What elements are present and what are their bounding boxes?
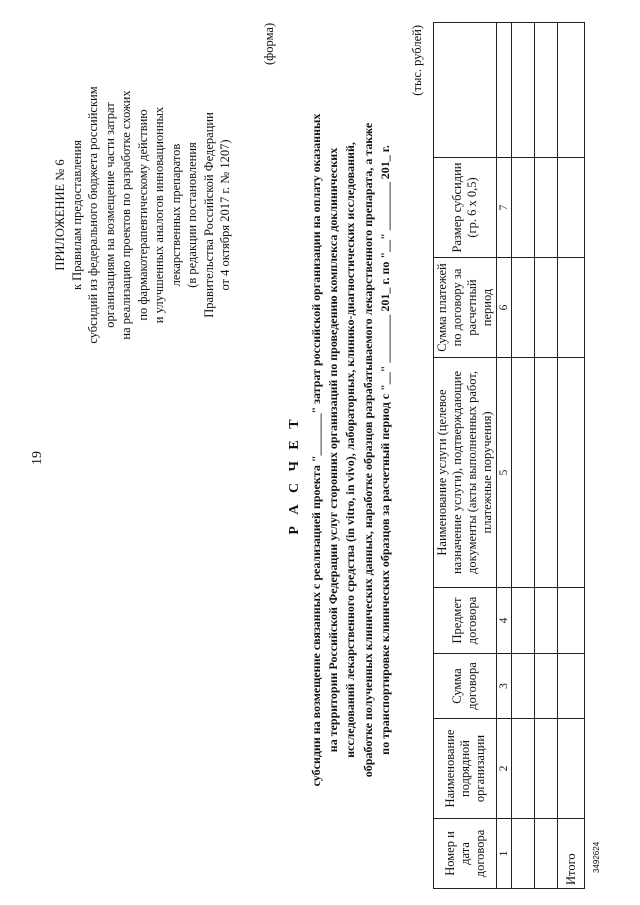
table-cell xyxy=(535,358,558,588)
column-header: Сумма договора xyxy=(434,654,497,719)
document-code: 3492624 xyxy=(592,841,601,873)
calculation-table xyxy=(433,22,585,889)
appendix-line: к Правилам предоставления xyxy=(69,139,84,291)
form-label: (форма) xyxy=(262,22,276,65)
document-title: Р А С Ч Е Т xyxy=(287,415,302,535)
appendix-line: на реализацию проектов по разработке схожих xyxy=(119,90,133,340)
table-cell xyxy=(558,258,585,358)
column-header: Наименование услуги (целевое назначение услуги), подтверждающие документы (акты выполненных работ, платежные поручения) xyxy=(434,358,497,588)
table-cell xyxy=(512,719,535,819)
table-cell xyxy=(512,358,535,588)
table-row xyxy=(512,23,535,889)
table-cell xyxy=(535,158,558,258)
heading-line: обработке полученных клинических данных, наработке образцов разрабатываемого лекарственного препарата, а также xyxy=(360,122,375,778)
appendix-line: ПРИЛОЖЕНИЕ № 6 xyxy=(53,159,67,271)
table-cell xyxy=(558,158,585,258)
table-cell xyxy=(512,158,535,258)
unit-note: (тыс. рублей) xyxy=(410,25,424,96)
table-cell xyxy=(512,654,535,719)
page-number: 19 xyxy=(30,451,45,465)
column-number: 3 xyxy=(497,654,512,719)
appendix-line: (в редакции постановления xyxy=(185,142,199,288)
column-number: 6 xyxy=(497,258,512,358)
appendix-block xyxy=(52,65,234,365)
column-header: Размер субсидии (гр. 6 х 0,5) xyxy=(434,158,497,258)
appendix-line: и улучшенных аналогов инновационных xyxy=(152,106,166,324)
table-cell xyxy=(512,23,535,158)
table-cell xyxy=(512,258,535,358)
table-cell xyxy=(535,654,558,719)
table-cell xyxy=(512,588,535,654)
column-number: 5 xyxy=(497,358,512,588)
appendix-line: от 4 октября 2017 г. № 1207) xyxy=(218,139,232,291)
column-header xyxy=(434,23,497,158)
table-cell xyxy=(535,258,558,358)
appendix-line: организациям на возмещение части затрат xyxy=(102,102,117,328)
document-heading xyxy=(308,35,394,865)
table-cell xyxy=(535,719,558,819)
column-number: 4 xyxy=(497,588,512,654)
heading-line: исследований лекарственного средства (in vitro, in vivo), лабораторных, клинико-диагностических исследований, xyxy=(343,142,358,758)
column-header: Наименование подрядной организации xyxy=(434,719,497,819)
heading-line: по транспортировке клинических образцов за расчетный период с "__" ________ 201_ г. по "__" ________ 201_ г. xyxy=(377,145,392,755)
column-header: Сумма платежей по договору за расчетный период xyxy=(434,258,497,358)
table-cell xyxy=(558,358,585,588)
table-cell xyxy=(535,588,558,654)
table-cell xyxy=(558,588,585,654)
total-label: Итого xyxy=(558,819,585,889)
heading-line: субсидии на возмещение связанных с реализацией проекта "_______" затрат российской организации на оплату оказанных xyxy=(309,113,323,787)
table-cell xyxy=(535,819,558,889)
table-cell xyxy=(558,719,585,819)
table-cell xyxy=(558,654,585,719)
table-header-row xyxy=(434,23,497,889)
column-number: 7 xyxy=(497,158,512,258)
table-cell xyxy=(512,819,535,889)
table-cell xyxy=(535,23,558,158)
table-cell xyxy=(558,23,585,158)
appendix-line: субсидий из федерального бюджета российским xyxy=(86,86,100,344)
column-number xyxy=(497,23,512,158)
column-header: Предмет договора xyxy=(434,588,497,654)
appendix-line: по фармакотерапевтическому действию xyxy=(135,109,150,321)
column-number: 2 xyxy=(497,719,512,819)
table-row xyxy=(535,23,558,889)
appendix-line: лекарственных препаратов xyxy=(168,143,183,287)
column-number: 1 xyxy=(497,819,512,889)
heading-line: на территории Российской Федерации услуг сторонних организаций по проведению комплекса доклинических xyxy=(326,147,341,753)
column-header: Номер и дата договора xyxy=(434,819,497,889)
column-number-row xyxy=(497,23,512,889)
appendix-line: Правительства Российской Федерации xyxy=(201,112,216,318)
total-row xyxy=(558,23,585,889)
